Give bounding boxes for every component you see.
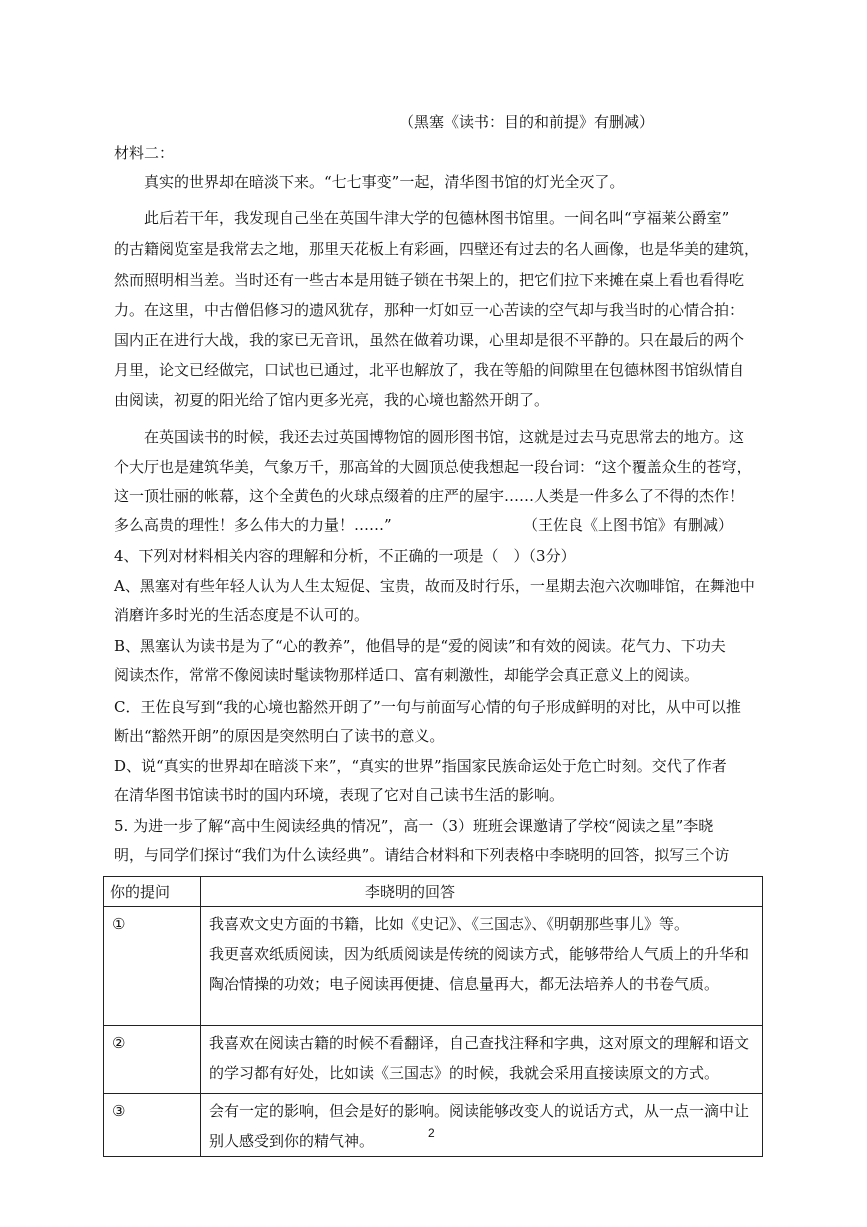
table-row <box>104 1094 763 1157</box>
page-number: 2 <box>428 1126 435 1140</box>
paragraph-3-line: 在英国读书的时候，我还去过英国博物馆的圆形图书馆，这就是过去马克思常去的地方。这 <box>144 428 745 446</box>
paragraph-2-line: 由阅读，初夏的阳光给了馆内更多光亮，我的心境也豁然开朗了。 <box>114 391 550 409</box>
answer-line: 我更喜欢纸质阅读，因为纸质阅读是传统的阅读方式，能够带给人气质上的升华和 <box>209 945 750 963</box>
question-cell <box>104 1094 201 1157</box>
answer-line: 别人感受到你的精气神。 <box>209 1132 375 1150</box>
material-2-label: 材料二： <box>114 144 175 162</box>
paragraph-3-line: 这一顶壮丽的帐幕，这个全黄色的火球点缀着的庄严的屋宇……人类是一件多么了不得的杰作！ <box>114 487 745 505</box>
header-question-label: 你的提问 <box>110 883 171 901</box>
answer-cell <box>201 1094 763 1157</box>
question-cell <box>104 1026 201 1094</box>
question-5-stem-line: 5. 为进一步了解“高中生阅读经典的情况”，高一（3）班班会课邀请了学校“阅读之星”李晓 <box>114 817 714 835</box>
paragraph-2-line: 力。在这里，中古僧侣修习的遗风犹存，那种一灯如豆一心苦读的空气却与我当时的心情合拍： <box>114 301 745 319</box>
option-c-line: 断出“豁然开朗”的原因是突然明白了读书的意义。 <box>114 727 445 745</box>
option-a-line: A、黑塞对有些年轻人认为人生太短促、宝贵，故而及时行乐，一星期去泡六次咖啡馆，在舞池中 <box>114 577 755 595</box>
source-citation-2: （王佐良《上图书馆》有删减） <box>523 516 734 534</box>
option-b-line: B、黑塞认为读书是为了“心的教养”，他倡导的是“爱的阅读”和有效的阅读。花气力、下功夫 <box>114 637 726 655</box>
answer-cell <box>201 907 763 1026</box>
question-cell <box>104 907 201 1026</box>
answer-cell <box>201 1026 763 1094</box>
header-question-cell <box>104 877 201 907</box>
answer-line: 我喜欢文史方面的书籍，比如《史记》、《三国志》、《明朝那些事儿》等。 <box>209 915 690 933</box>
answer-line: 陶冶情操的功效；电子阅读再便捷、信息量再大，都无法培养人的书卷气质。 <box>209 975 720 993</box>
option-c-line: C．王佐良写到“我的心境也豁然开朗了”一句与前面写心情的句子形成鲜明的对比，从中可以推 <box>114 698 741 716</box>
table-row <box>104 907 763 1026</box>
paragraph-2-line: 然而照明相当差。当时还有一些古本是用链子锁在书架上的，把它们拉下来摊在桌上看也看得吃 <box>114 271 745 289</box>
paragraph-2-line: 的古籍阅览室是我常去之地，那里天花板上有彩画，四壁还有过去的名人画像，也是华美的建筑， <box>114 240 760 258</box>
header-answer-cell <box>201 877 763 907</box>
option-d-line: 在清华图书馆读书时的国内环境，表现了它对自己读书生活的影响。 <box>114 786 565 804</box>
row-mark: ③ <box>112 1102 126 1120</box>
source-citation-1: （黑塞《读书：目的和前提》有删减） <box>399 113 655 131</box>
header-answer-label: 李晓明的回答 <box>365 883 456 901</box>
paragraph-1: 真实的世界却在暗淡下来。“七七事变”一起，清华图书馆的灯光全灭了。 <box>144 173 625 191</box>
question-5-stem-line: 明，与同学们探讨“我们为什么读经典”。请结合材料和下列表格中李晓明的回答，拟写三个访 <box>114 846 730 864</box>
row-mark: ① <box>112 915 126 933</box>
answer-line: 会有一定的影响，但会是好的影响。阅读能够改变人的说话方式，从一点一滴中让 <box>209 1102 750 1120</box>
option-b-line: 阅读杰作，常常不像阅读时髦读物那样适口、富有刺激性，却能学会真正意义上的阅读。 <box>114 666 700 684</box>
table-header-row <box>104 877 763 907</box>
paragraph-2-line: 月里，论文已经做完，口试也已通过，北平也解放了，我在等船的间隙里在包德林图书馆纵情自 <box>114 361 745 379</box>
option-d-line: D、说“真实的世界却在暗淡下来”，“真实的世界”指国家民族命运处于危亡时刻。交代了作者 <box>114 757 727 775</box>
paragraph-3-line: 个大厅也是建筑华美，气象万千，那高耸的大圆顶总使我想起一段台词：“这个覆盖众生的苍穹， <box>114 458 752 476</box>
paragraph-2-line: 此后若干年，我发现自己坐在英国牛津大学的包德林图书馆里。一间名叫“亨福莱公爵室” <box>144 209 730 227</box>
question-4-stem: 4、下列对材料相关内容的理解和分析，不正确的一项是（ ）（3分） <box>114 547 576 565</box>
table-row <box>104 1026 763 1094</box>
paragraph-3-line: 多么高贵的理性！多么伟大的力量！……” <box>114 516 392 534</box>
interview-table <box>103 876 763 1157</box>
row-mark: ② <box>112 1034 126 1052</box>
answer-line: 的学习都有好处，比如读《三国志》的时候，我就会采用直接读原文的方式。 <box>209 1064 720 1082</box>
option-a-line: 消磨许多时光的生活态度是不认可的。 <box>114 606 370 624</box>
answer-line: 我喜欢在阅读古籍的时候不看翻译，自己查找注释和字典，这对原文的理解和语文 <box>209 1034 750 1052</box>
paragraph-2-line: 国内正在进行大战，我的家已无音讯，虽然在做着功课，心里却是很不平静的。只在最后的两个 <box>114 331 745 349</box>
